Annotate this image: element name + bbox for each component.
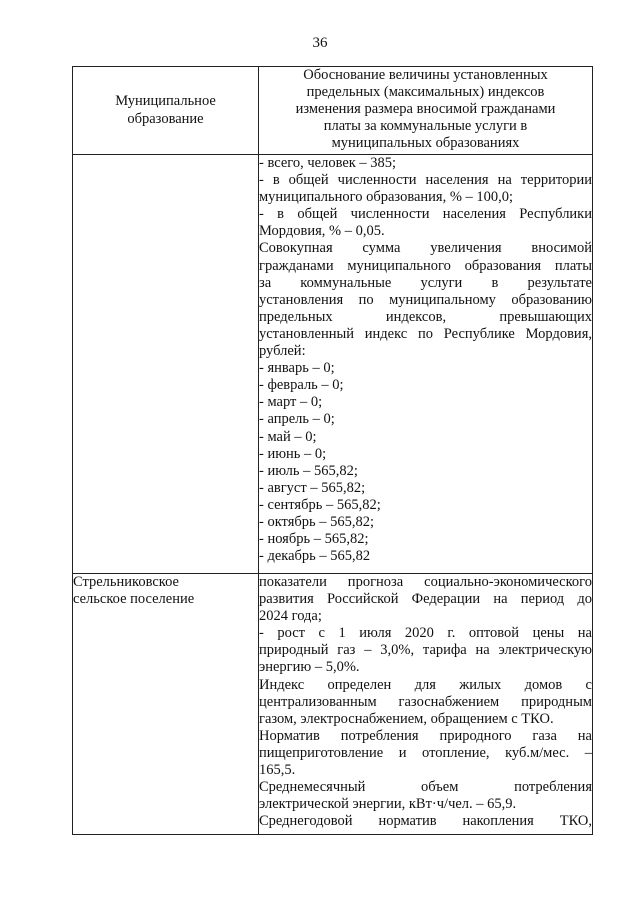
text-line: - всего, человек – 385;: [259, 155, 397, 171]
text-line: 165,5.: [259, 762, 296, 779]
text-line: - июнь – 0;: [259, 445, 327, 462]
text-line: энергию – 5,0%.: [259, 659, 360, 676]
page-number: 36: [312, 35, 328, 51]
text-line: за коммунальные услуги в результате: [259, 274, 592, 291]
text-line: предельных индексов, превышающих: [259, 308, 592, 325]
header-municipality-line: образование: [127, 110, 204, 127]
header-justification: [259, 67, 593, 155]
text-line: муниципального образования, % – 100,0;: [259, 189, 514, 206]
table-header-row: [73, 67, 593, 155]
municipality-name-line: сельское поселение: [73, 591, 195, 608]
text-line: электрической энергии, кВт·ч/чел. – 65,9.: [259, 796, 517, 813]
text-line: показатели прогноза социально-экономического: [259, 574, 592, 590]
text-line: установленный индекс по Республике Мордовия,: [259, 325, 592, 342]
text-line: Среднемесячный объем потребления: [259, 779, 592, 796]
header-municipality-line: Муниципальное: [115, 93, 216, 110]
text-line: - в общей численности населения Республики: [259, 206, 592, 223]
text-line: - ноябрь – 565,82;: [259, 531, 369, 548]
header-municipality: [73, 67, 259, 155]
text-line: - в общей численности населения на территории: [259, 172, 592, 189]
text-line: газом, электроснабжением, обращением с ТКО.: [259, 710, 554, 727]
text-line: - август – 565,82;: [259, 479, 366, 496]
text-line: - апрель – 0;: [259, 411, 335, 428]
table-row: [73, 155, 593, 574]
header-justification-line: Обоснование величины установленных: [303, 67, 548, 83]
header-justification-line: предельных (максимальных) индексов: [306, 84, 545, 101]
text-line: установления по муниципальному образованию: [259, 291, 592, 308]
text-line: - сентябрь – 565,82;: [259, 496, 381, 513]
text-line: - рост с 1 июля 2020 г. оптовой цены на: [259, 625, 592, 642]
municipality-cell: [73, 574, 259, 835]
municipality-name-line: Стрельниковское: [73, 574, 179, 590]
municipality-cell-empty: [73, 155, 259, 574]
header-justification-line: платы за коммунальные услуги в: [323, 118, 528, 135]
text-line: - июль – 565,82;: [259, 462, 358, 479]
text-line: централизованным газоснабжением природным: [259, 693, 592, 710]
text-line: развития Российской Федерации на период до: [259, 591, 592, 608]
header-justification-line: изменения размера вносимой гражданами: [295, 101, 556, 118]
justification-cell: [259, 155, 593, 574]
text-line: пищеприготовление и отопление, куб.м/мес. –: [259, 744, 592, 761]
text-line: Среднегодовой норматив накопления ТКО,: [259, 813, 592, 830]
text-line: - январь – 0;: [259, 360, 335, 377]
text-line: Мордовия, % – 0,05.: [259, 223, 385, 240]
text-line: Совокупная сумма увеличения вносимой: [259, 240, 592, 257]
text-line: - декабрь – 565,82: [259, 548, 371, 565]
text-line: рублей:: [259, 343, 306, 360]
justification-cell: [259, 574, 593, 835]
indices-table: [72, 66, 593, 835]
text-line: - март – 0;: [259, 394, 323, 411]
text-line: гражданами муниципального образования платы: [259, 257, 592, 274]
text-line: - май – 0;: [259, 428, 317, 445]
text-line: - февраль – 0;: [259, 377, 344, 394]
text-line: - октябрь – 565,82;: [259, 513, 375, 530]
table-row: [73, 574, 593, 835]
header-justification-line: муниципальных образованиях: [331, 135, 520, 152]
text-line: Индекс определен для жилых домов с: [259, 676, 592, 693]
text-line: 2024 года;: [259, 608, 322, 625]
text-line: природный газ – 3,0%, тарифа на электрическую: [259, 642, 592, 659]
text-line: Норматив потребления природного газа на: [259, 727, 592, 744]
